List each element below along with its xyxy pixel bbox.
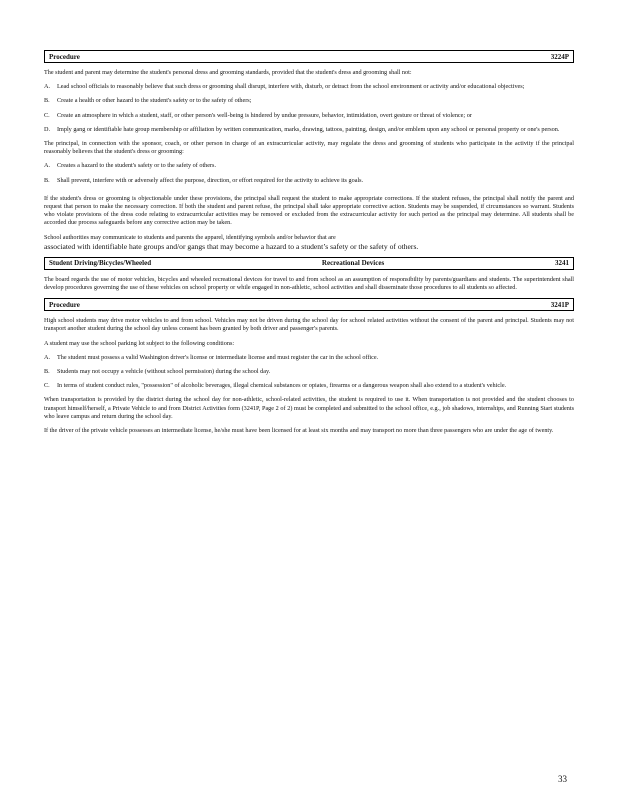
section-header-3241p xyxy=(44,298,574,311)
list-item xyxy=(44,177,574,185)
paragraph: If the student's dress or grooming is objectionable under these provisions, the principal shall request the student to make appropriate corrections. If the student refuses, the principal shall notify the parent and request that person to make the necessary correction. If both the student and parent refuse, the principal shall take appropriate corrective action. Students may be suspended, if circumstances so warrant. Students who violate provisions of the dress code relating to extracurricular activities may be removed or excluded from the extracurricular activity for such period as the principal may determine. All students shall be accorded due process safeguards before any corrective action may be taken. xyxy=(44,194,574,227)
list-text: Students may not occupy a vehicle (without school permission) during the school day. xyxy=(57,368,271,376)
paragraph: When transportation is provided by the district during the school day for non-athletic, school-related activities, the student is required to use it. When transportation is not provided and the student chooses to transport himself/herself, a Private Vehicle to and from District Activities form (3241P, Page 2 of 2) must be completed and submitted to the school office, e.g., job shadows, internships, and Running Start students who leave campus and return during the school day. xyxy=(44,396,574,420)
list-letter: A. xyxy=(44,83,51,91)
section-title: Student Driving/Bicycles/Wheeled xyxy=(49,259,152,268)
list-text: Create an atmosphere in which a student, staff, or other person's well-being is hindered by undue pressure, behavior, intimidation, overt gesture or threat of violence; or xyxy=(57,111,472,119)
section-code: 3224P xyxy=(550,52,569,61)
list-letter: D. xyxy=(44,125,51,133)
list-text: Imply gang or identifiable hate group membership or affiliation by written communication, marks, drawing, tattoos, painting, design, and/or emblem upon any school or personal property or one's person. xyxy=(57,125,560,133)
paragraph: The principal, in connection with the sponsor, coach, or other person in charge of an extracurricular activity, may regulate the dress and grooming of students who participate in the activity if the principal reasonably believes that the student's dress or grooming: xyxy=(44,140,574,156)
list-text: Shall prevent, interfere with or adversely affect the purpose, direction, or effort required for the activity to achieve its goals. xyxy=(57,176,364,184)
list-item xyxy=(44,97,574,105)
conditions-list xyxy=(44,83,574,134)
list-item xyxy=(44,126,574,134)
document-page xyxy=(44,50,574,441)
list-text: Creates a hazard to the student's safety or to the safety of others. xyxy=(57,162,217,170)
page-number: 33 xyxy=(558,774,567,784)
list-text: Create a health or other hazard to the student's safety or to the safety of others; xyxy=(57,97,252,105)
section-code: 3241P xyxy=(550,300,569,309)
list-letter: C. xyxy=(44,382,50,390)
paragraph-emphasis: associated with identifiable hate groups and/or gangs that may become a hazard to a student’s safety or the safety of others. xyxy=(44,241,419,251)
list-letter: B. xyxy=(44,97,50,105)
list-letter: A. xyxy=(44,353,51,361)
list-letter: C. xyxy=(44,111,50,119)
paragraph: If the driver of the private vehicle possesses an intermediate license, he/she must have been licensed for at least six months and may transport no more than three passengers who are under the age of twenty. xyxy=(44,427,554,435)
section-title: Procedure xyxy=(49,52,80,61)
list-item xyxy=(44,368,574,376)
list-letter: B. xyxy=(44,176,50,184)
section-header-3224p xyxy=(44,50,574,63)
list-text: In terms of student conduct rules, "possession" of alcoholic beverages, illegal chemical substances or opiates, firearms or a dangerous weapon shall also extend to a student's vehicle. xyxy=(57,382,507,390)
list-item xyxy=(44,354,574,362)
list-item xyxy=(44,382,574,390)
list-item xyxy=(44,83,574,91)
paragraph: High school students may drive motor vehicles to and from school. Vehicles may not be driven during the school day for school related activities without the consent of the parent and principal. Students may not transport another student during the school day unless consent has been granted by both driver and passenger's parents. xyxy=(44,317,574,333)
paragraph: A student may use the school parking lot subject to the following conditions: xyxy=(44,339,235,347)
conditions-list xyxy=(44,354,574,391)
list-text: Lead school officials to reasonably believe that such dress or grooming shall disrupt, interfere with, disturb, or detract from the school environment or activity and/or educational objectives; xyxy=(57,83,525,91)
paragraph: The board regards the use of motor vehicles, bicycles and wheeled recreational devices for travel to and from school as an assumption of responsibility by parents/guardians and students. The superintendent shall develop procedures governing the use of these vehicles on school property or while engaged in non-athletic, school activities and shall disseminate those procedures to all students so affected. xyxy=(44,275,574,292)
conditions-list xyxy=(44,162,574,184)
list-item xyxy=(44,162,574,170)
list-item xyxy=(44,112,574,120)
list-letter: A. xyxy=(44,162,51,170)
section-header-3241 xyxy=(44,257,574,270)
paragraph: School authorities may communicate to students and parents the apparel, identifying symbols and/or behavior that are xyxy=(44,233,336,241)
list-text: The student must possess a valid Washington driver's license or intermediate license and must register the car in the school office. xyxy=(57,353,379,361)
section-code: 3241 xyxy=(555,259,569,268)
section-title-mid: Recreational Devices xyxy=(321,259,385,268)
paragraph: The student and parent may determine the student's personal dress and grooming standards, provided that the student's dress and grooming shall not: xyxy=(44,69,412,76)
section-title: Procedure xyxy=(49,300,80,309)
list-letter: B. xyxy=(44,368,50,376)
